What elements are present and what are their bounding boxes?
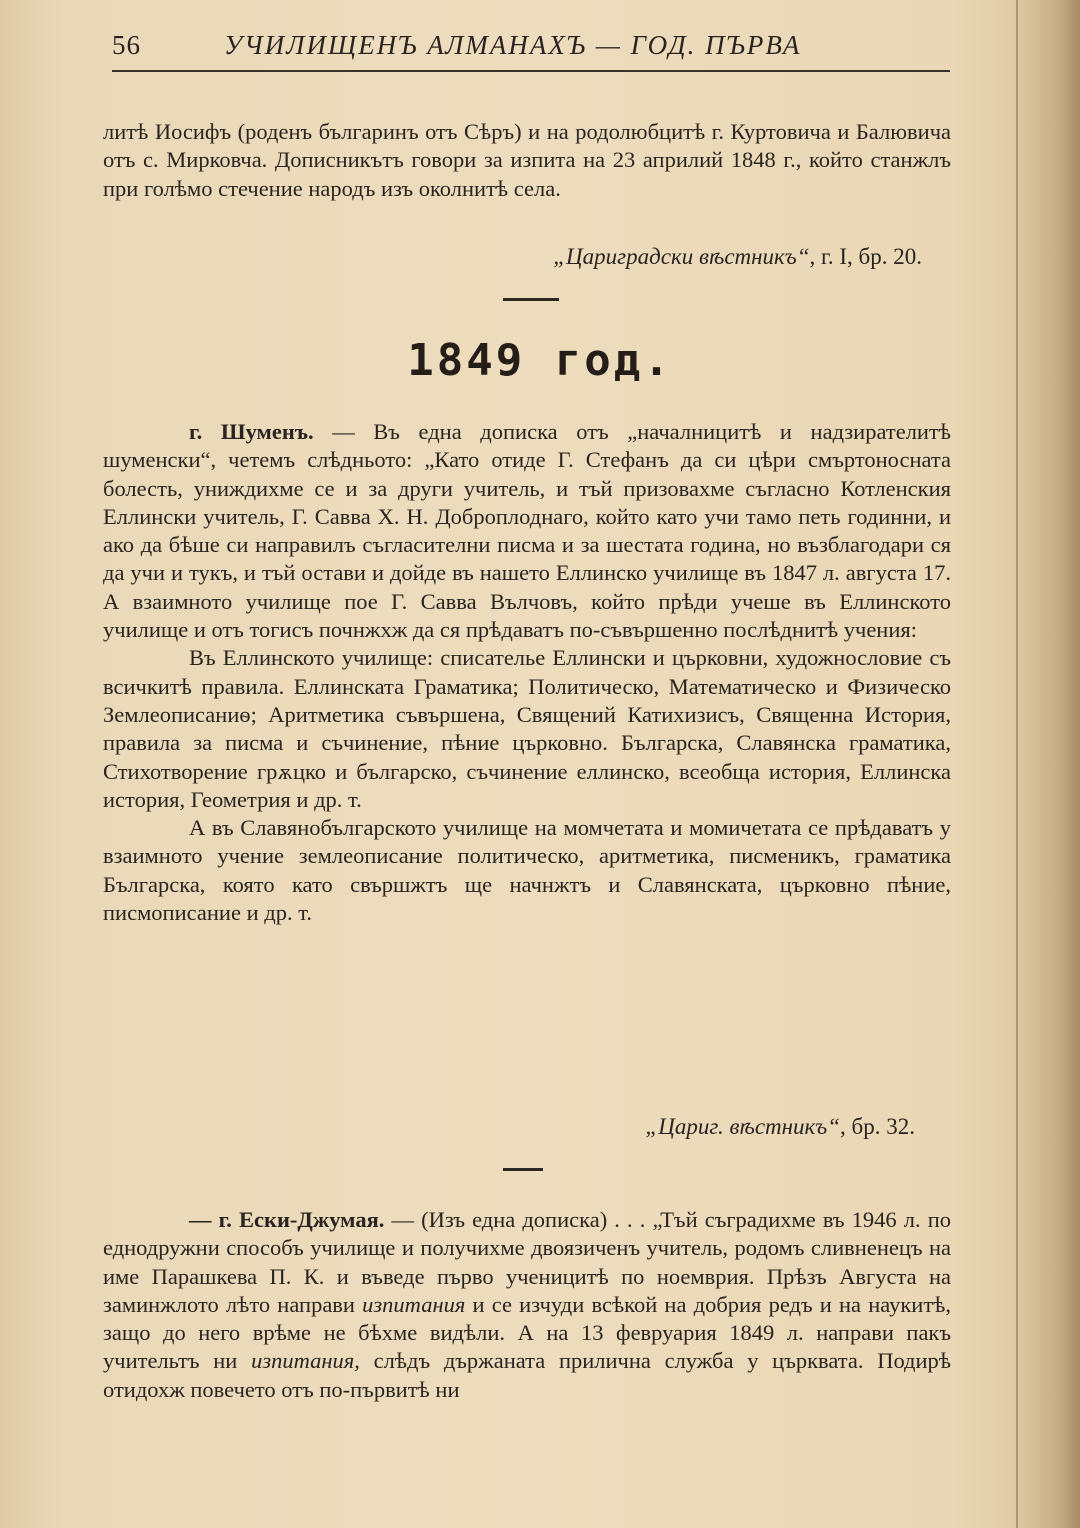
- shumen-paragraph-2: Въ Еллинското училище: списателье Еллински и църковни, художнословие съ всичкитѣ правила. Еллинската Граматика; Политическо, Математическо и Физическо Землеописаниѳ; Аритметика съвършена, Священий Катихизисъ, Священна История, правила за писма и съчинение, пѣние църковно. Българска, Славянска граматика, Стихотворение грѫцко и българско, съчинение еллинско, всеобща история, Еллинска история, Геометрия и др. т.: [103, 645, 951, 812]
- page-number: 56: [112, 30, 141, 60]
- intro-source-ref: , г. I, бр. 20.: [809, 244, 922, 269]
- eski-text-a: — (Изъ една дописка) . . . „Тъй съградихме въ 1946 л. по еднодружни способъ училище и получихме двоязиченъ учитель, родомъ сливненецъ на име Парашкева П. К. и въведе първо ученицитѣ по ноемврия. Прѣзъ Августа на заминжлото лѣто направи: [103, 1207, 952, 1317]
- shumen-text: — Въ една дописка отъ „началницитѣ и надзирателитѣ шуменски“, четемъ слѣдньото: „Като отиде Г. Стефанъ да си цѣри смъртоносната болесть, униждихме се и за други учитель, и тъй призовахме съгласно Котленския Еллински учитель, Г. Савва Х. Н. Доброплоднаго, който като учи тамо петь годинни, и ако да бѣше си направилъ съгласителни писма и за шестата година, но възблагодари ся да учи и тукъ, и тъй остави и дойде въ нашето Еллинско училище въ 1847 л. августа 17. А взаимното училище пое Г. Савва Вълчовъ, който прѣди учеше въ Еллинското училище и отъ тогисъ почнжхж да ся прѣдаватъ по-съвършенно послѣднитѣ учения:: [103, 419, 952, 643]
- section-divider-2: [503, 1168, 543, 1171]
- running-title: УЧИЛИЩЕНЪ АЛМАНАХЪ — ГОД. ПЪРВА: [224, 30, 802, 60]
- page-edge-line: [1016, 0, 1018, 1528]
- shumen-source: [645, 1114, 915, 1140]
- shumen-paragraph-3: А въ Славянобългарското училище на момчетата и момичетата се прѣдаватъ у взаимното учение землеописание политическо, аритметика, писменикъ, граматика Българска, която като свършжтъ ще начнжтъ и Славянската, църковно пѣние, писмописание и др. т.: [103, 815, 951, 926]
- shumen-place: г. Шуменъ.: [189, 419, 314, 444]
- eski-emphasis-2: изпитания,: [251, 1348, 360, 1374]
- intro-source-publication: „Цариградски вѣстникъ“: [553, 244, 810, 269]
- running-header: [112, 22, 950, 72]
- year-heading: 1849 год.: [407, 335, 673, 386]
- intro-text: литѣ Иосифъ (роденъ българинъ отъ Сѣръ) и на родолюбцитѣ г. Куртовича и Балювича отъ с. Мирковча. Дописникътъ говори за изпита на 23 априлий 1848 г., който станжлъ при голѣмо стечение народъ изъ околнитѣ села.: [103, 119, 951, 201]
- shumen-paragraph-1: [103, 418, 951, 644]
- eski-text-c: слѣдъ държаната прилична служба у църквата. Подирѣ отидохж повечето отъ по-първитѣ ни: [103, 1348, 952, 1402]
- page-spine-shadow: [1010, 0, 1080, 1528]
- eski-place: — г. Ески-Джумая.: [189, 1207, 385, 1232]
- shumen-source-publication: „Цариг. вѣстникъ“: [645, 1114, 841, 1139]
- shumen-section: [103, 418, 951, 927]
- shumen-source-ref: , бр. 32.: [840, 1114, 915, 1139]
- intro-source: [553, 244, 922, 270]
- header-rule: [112, 70, 950, 72]
- intro-paragraph: [103, 118, 951, 203]
- eski-section: [103, 1206, 951, 1404]
- eski-text-b: и се изчуди всѣкой на добрия редъ и на наукитѣ, защо до него врѣме не бѣхме видѣли. А на 13 февруария 1849 л. направи пакъ учительтъ ни: [103, 1291, 951, 1374]
- eski-paragraph: [103, 1206, 951, 1404]
- section-divider: [503, 298, 559, 301]
- eski-emphasis-1: изпитания: [362, 1291, 466, 1317]
